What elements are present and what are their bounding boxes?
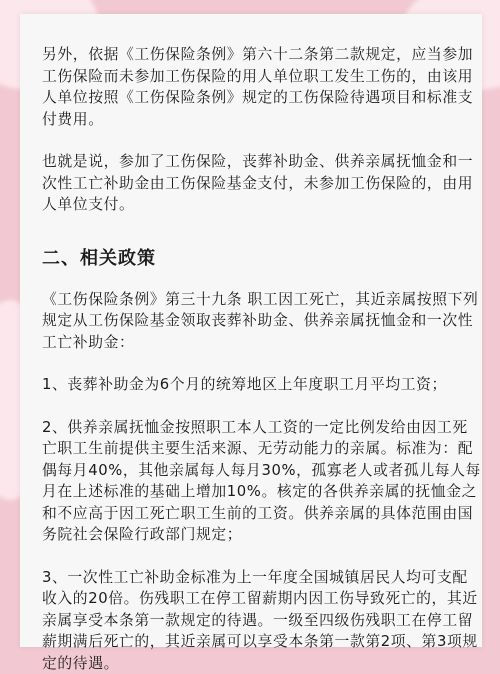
paragraph-lump-sum-subsidy: 3、一次性工亡补助金标准为上一年度全国城镇居民人均可支配收入的20倍。伤残职工在停工留薪期内因工伤导致死亡的，其近亲属享受本条第一款规定的待遇。一级至四级伤残职工在停工留薪期满后死亡的，其近亲属可以享受本条第一款第2项、第3项规定的待遇。 (42, 567, 482, 674)
paragraph-dependent-pension: 2、供养亲属抚恤金按照职工本人工资的一定比例发给由因工死亡职工生前提供主要生活来源、无劳动能力的亲属。标准为：配偶每月40%，其他亲属每人每月30%，孤寡老人或者孤儿每人每月在上述标准的基础上增加10%。核定的各供养亲属的抚恤金之和不应高于因工死亡职工生前的工资。供养亲属的具体范围由国务院社会保险行政部门规定； (42, 417, 482, 546)
section-heading: 二、相关政策 (42, 247, 482, 271)
paragraph-uninsured-employer: 另外，依据《工伤保险条例》第六十二条第二款规定，应当参加工伤保险而未参加工伤保险的用人单位职工发生工伤的，由该用人单位按照《工伤保险条例》规定的工伤保险待遇项目和标准支付费用。 (42, 44, 482, 130)
paragraph-article-39: 《工伤保险条例》第三十九条 职工因工死亡，其近亲属按照下列规定从工伤保险基金领取丧葬补助金、供养亲属抚恤金和一次性工亡补助金： (42, 289, 482, 354)
article-card (20, 14, 482, 647)
article-body (42, 44, 482, 674)
paragraph-funeral-subsidy: 1、丧葬补助金为6个月的统筹地区上年度职工月平均工资； (42, 374, 482, 396)
paragraph-summary: 也就是说，参加了工伤保险，丧葬补助金、供养亲属抚恤金和一次性工亡补助金由工伤保险基金支付，未参加工伤保险的，由用人单位支付。 (42, 151, 482, 216)
